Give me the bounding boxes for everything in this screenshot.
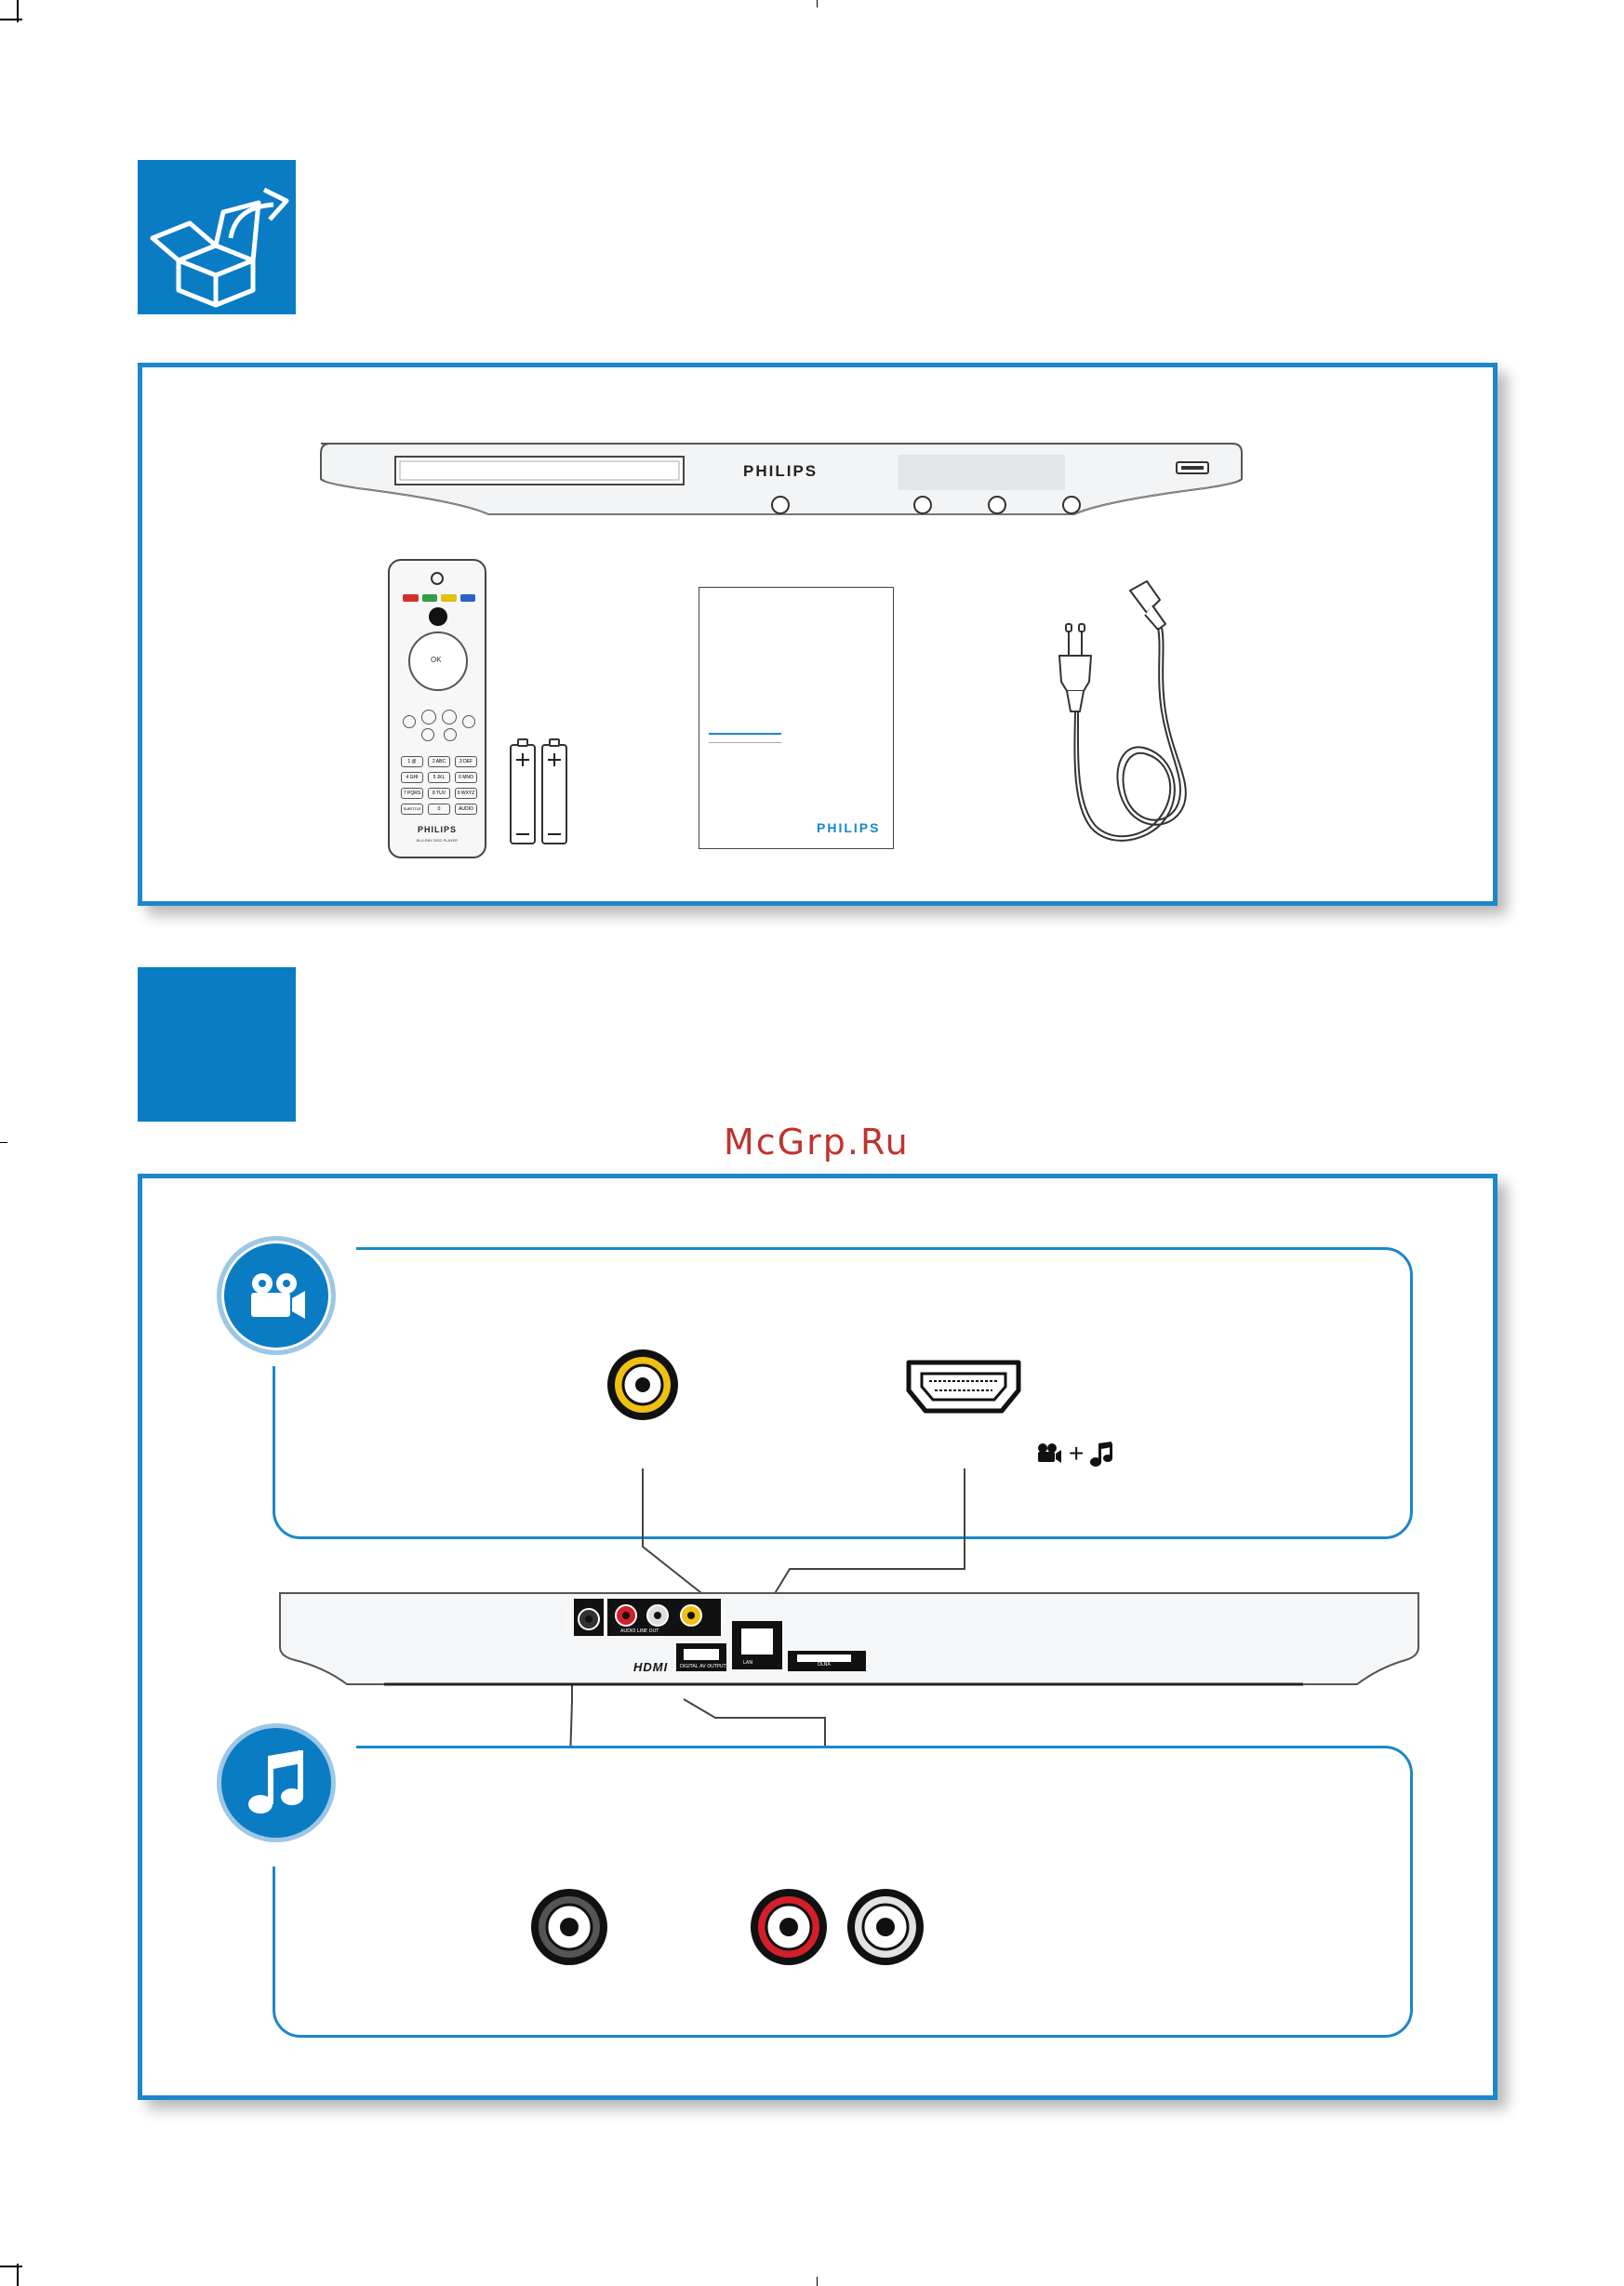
watermark: McGrp.Ru <box>724 1122 910 1163</box>
yellow-key <box>441 594 457 602</box>
crop-mark <box>17 0 19 22</box>
rear-label-lan: LAN <box>743 1660 753 1666</box>
green-key <box>422 594 438 602</box>
box-unpack-icon <box>138 160 296 314</box>
remote-model-text: BLU-RAY DISC PLAYER <box>416 838 459 843</box>
crop-mark <box>0 1142 7 1143</box>
rear-label-coaxial: COAXIAL <box>563 1610 568 1630</box>
key-8: 8 TUV <box>428 788 450 799</box>
color-keys <box>403 594 475 602</box>
box-contents-panel <box>138 363 1498 906</box>
crop-mark <box>817 0 818 7</box>
coaxial-audio-jack-icon <box>527 1885 611 1969</box>
section-connect-icon-block <box>138 967 296 1122</box>
connection-panel <box>138 1174 1498 2100</box>
power-icon <box>431 572 444 585</box>
crop-mark <box>17 2264 19 2286</box>
key-2: 2 ABC <box>428 756 450 767</box>
nav-ring <box>408 631 468 691</box>
user-manual-illustration <box>699 587 894 849</box>
audio-connection-box <box>273 1746 1413 2038</box>
plus-sign: + <box>1069 1439 1085 1468</box>
numeric-keypad <box>401 756 477 815</box>
key-5: 5 JKL <box>428 772 450 783</box>
blue-key <box>460 594 476 602</box>
player-brand: PHILIPS <box>743 462 819 480</box>
manual-title-line <box>709 733 781 735</box>
home-icon <box>429 607 447 626</box>
batteries-illustration <box>507 738 572 847</box>
audio-badge <box>217 1723 336 1842</box>
audio-box-left-edge <box>273 1867 275 1960</box>
hdmi-logo: HDMI <box>633 1660 669 1674</box>
power-cord-illustration <box>1035 572 1212 851</box>
music-note-icon <box>221 1728 331 1838</box>
player-rear-panel-illustration <box>273 1588 1426 1690</box>
key-1: 1 @ <box>401 756 423 767</box>
crop-mark <box>817 2277 818 2286</box>
rear-label-audio-line-out: AUDIO LINE OUT <box>620 1628 659 1634</box>
remote-control-illustration <box>388 559 486 858</box>
remote-brand: PHILIPS <box>417 825 457 834</box>
section-box-contents-icon-block <box>138 160 296 314</box>
key-subtitle: SUBTITLE <box>401 804 423 815</box>
key-9: 9 WXYZ <box>455 788 477 799</box>
manual-subtitle-line <box>709 742 781 743</box>
rear-label-digital-av-output: DIGITAL AV OUTPUT <box>680 1664 726 1669</box>
analog-audio-left-jack-icon <box>747 1885 831 1969</box>
key-4: 4 GHI <box>401 772 423 783</box>
key-6: 6 MNO <box>455 772 477 783</box>
manual-brand: PHILIPS <box>817 820 881 835</box>
rear-label-video: VIDEO <box>721 1608 726 1623</box>
key-0: 0 <box>428 804 450 815</box>
key-7: 7 PQRS <box>401 788 423 799</box>
crop-mark <box>0 19 22 20</box>
playback-keys <box>403 710 475 741</box>
key-3: 3 DEF <box>455 756 477 767</box>
key-audio: AUDIO <box>455 804 477 815</box>
analog-audio-right-jack-icon <box>844 1885 927 1969</box>
red-key <box>403 594 419 602</box>
rear-label-dlna: DLNA <box>818 1662 831 1668</box>
ok-button-label: OK <box>431 656 442 664</box>
player-front-illustration <box>312 438 1251 540</box>
crop-mark <box>0 2266 22 2267</box>
